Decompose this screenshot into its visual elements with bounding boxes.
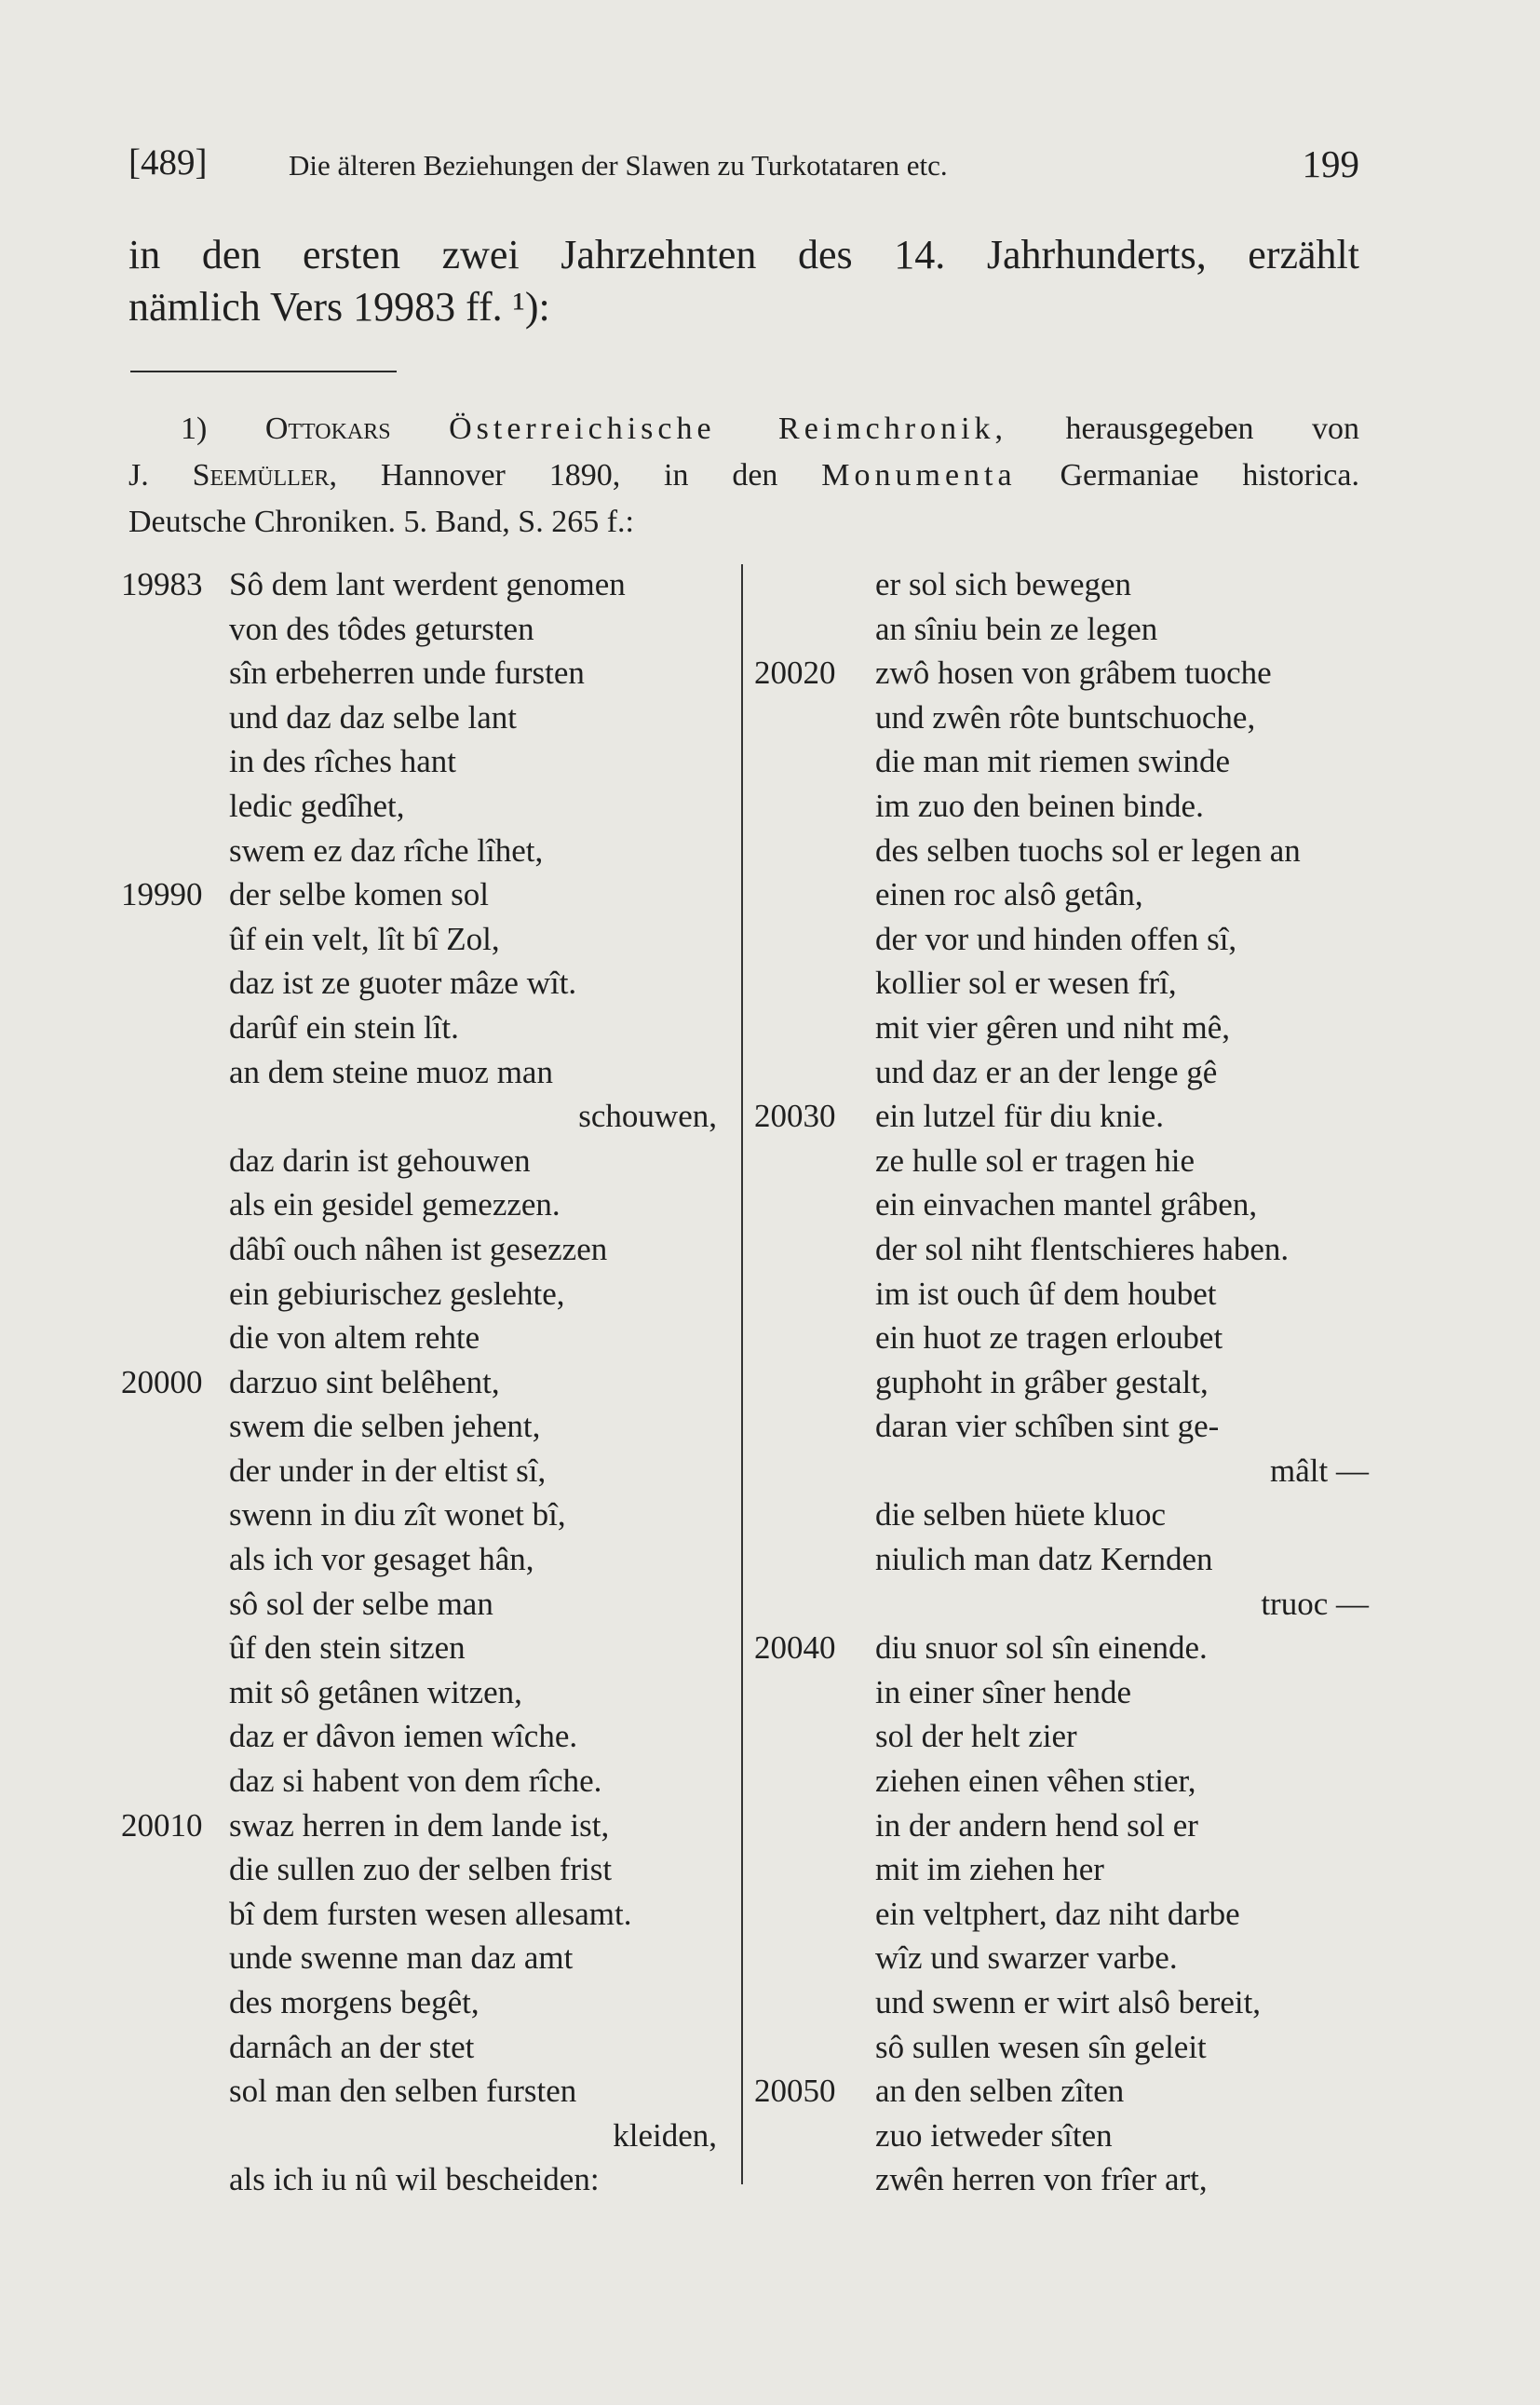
verse-line (763, 607, 1369, 652)
verse-text: sîn erbeherren unde fursten (229, 655, 585, 692)
verse-line (121, 1582, 717, 1627)
intro-line-2: nämlich Vers 19983 ff. ¹): (128, 284, 550, 330)
verse-line (763, 829, 1369, 873)
verse-text: des morgens begêt, (229, 1984, 480, 2020)
footnote (128, 406, 1359, 546)
verse-text: und daz daz selbe lant (229, 698, 518, 736)
verse-number: 20050 (754, 2073, 836, 2110)
verse-number: 20030 (754, 1098, 836, 1135)
verse-line (763, 562, 1369, 607)
bracketed-page-number: [489] (128, 142, 208, 182)
verse-text: in der andern hend sol er (875, 1806, 1198, 1844)
verse-text: sol man den selben fursten (229, 2073, 577, 2110)
verse-text: sô sol der selbe man (229, 1585, 493, 1622)
verse-line (121, 1493, 717, 1537)
verse-line (763, 1050, 1369, 1095)
footnote-line-1 (128, 406, 1359, 453)
verse-line (763, 1936, 1369, 1980)
verse-text: ledic gedîhet, (229, 787, 405, 824)
verse-column-left (121, 562, 717, 2202)
verse-text: bî dem fursten wesen allesamt. (229, 1895, 632, 1932)
verse-text: und zwên rôte buntschuoche, (875, 698, 1256, 736)
verse-line (763, 1892, 1369, 1937)
verse-line (763, 917, 1369, 962)
verse-line (121, 1094, 717, 1139)
verse-line (763, 1714, 1369, 1759)
verse-line (121, 1626, 717, 1670)
verse-text: schouwen, (578, 1098, 717, 1135)
footnote-line-2 (128, 453, 1359, 499)
verse-line (121, 1316, 717, 1360)
verse-line (121, 1006, 717, 1050)
verse-line (763, 1537, 1369, 1582)
verse-line (121, 1537, 717, 1582)
verse-line (121, 1404, 717, 1449)
verse-line (121, 829, 717, 873)
footnote-line-2-rest: Germaniae historica. (1060, 458, 1359, 493)
verse-line (121, 1360, 717, 1405)
verse-text: ûf ein velt, lît bî Zol, (229, 920, 500, 957)
verse-text: mit im ziehen her (875, 1851, 1104, 1888)
verse-line (763, 1980, 1369, 2025)
verse-text: niulich man datz Kernden (875, 1541, 1213, 1578)
verse-text: kleiden, (613, 2116, 717, 2154)
verse-text: darnâch an der stet (229, 2028, 475, 2065)
verse-line (121, 607, 717, 652)
verse-line (121, 2069, 717, 2114)
verse-text: an dem steine muoz man (229, 1053, 553, 1090)
verse-line (763, 1272, 1369, 1317)
verse-number: 19990 (121, 876, 203, 913)
verse-line (763, 1404, 1369, 1449)
verse-line (121, 1272, 717, 1317)
verse-line (763, 1493, 1369, 1537)
verse-line (763, 1139, 1369, 1183)
verse-line (121, 1759, 717, 1804)
verse-text: zwên herren von frîer art, (875, 2161, 1208, 2198)
verse-column-right (754, 562, 1369, 2202)
verse-text: ein veltphert, daz niht darbe (875, 1895, 1240, 1932)
verse-text: sol der helt zier (875, 1718, 1077, 1755)
verse-text: swaz herren in dem lande ist, (229, 1806, 610, 1844)
footnote-editor: Seemüller, (192, 458, 337, 493)
footnote-marker: 1) (181, 412, 208, 446)
footnote-line-1-rest: herausgegeben von (1065, 412, 1360, 446)
verse-line (121, 562, 717, 607)
verse-text: im zuo den beinen binde. (875, 787, 1204, 824)
verse-line (121, 1847, 717, 1892)
verse-text: als ich vor gesaget hân, (229, 1541, 534, 1578)
footnote-work-title: Österreichische Reimchronik, (449, 412, 1008, 446)
verse-text: ûf den stein sitzen (229, 1629, 466, 1667)
verse-number: 20000 (121, 1363, 203, 1400)
verse-text: ein einvachen mantel grâben, (875, 1186, 1258, 1223)
intro-line-1: in den ersten zwei Jahrzehnten des 14. Jahrhunderts, erzählt (128, 232, 1359, 277)
verse-line (121, 1050, 717, 1095)
verse-line (763, 1847, 1369, 1892)
verse-line (763, 696, 1369, 740)
verse-number: 19983 (121, 566, 203, 602)
verse-line (121, 1227, 717, 1272)
verse-text: an den selben zîten (875, 2073, 1125, 2110)
verse-text: mit sô getânen witzen, (229, 1673, 522, 1710)
verse-line (121, 651, 717, 696)
verse-text: daz er dâvon iemen wîche. (229, 1718, 578, 1755)
verse-text: von des tôdes getursten (229, 610, 534, 647)
footnote-line-3: Deutsche Chroniken. 5. Band, S. 265 f.: (128, 505, 634, 539)
verse-line (121, 1714, 717, 1759)
verse-line (121, 872, 717, 917)
verse-line (763, 961, 1369, 1006)
verse-line (121, 1449, 717, 1493)
verse-text: als ich iu nû wil bescheiden: (229, 2161, 600, 2198)
page-number: 199 (1302, 142, 1359, 185)
verse-line (121, 2025, 717, 2070)
verse-text: die sullen zuo der selben frist (229, 1851, 613, 1888)
verse-text: ein huot ze tragen erloubet (875, 1319, 1223, 1357)
verse-text: ein lutzel für diu knie. (875, 1098, 1165, 1135)
footnote-author: Ottokars (264, 412, 391, 446)
verse-line (763, 739, 1369, 784)
verse-line (763, 1449, 1369, 1493)
footnote-initial: J. (128, 458, 149, 493)
verse-text: unde swenne man daz amt (229, 1939, 574, 1977)
verse-line (763, 784, 1369, 829)
verse-text: darûf ein stein lît. (229, 1008, 459, 1046)
verse-text: des selben tuochs sol er legen an (875, 831, 1301, 869)
verse-text: der vor und hinden offen sî, (875, 920, 1237, 957)
verse-line (121, 2157, 717, 2202)
verse-line (763, 2157, 1369, 2202)
verse-line (763, 1804, 1369, 1848)
verse-text: und daz er an der lenge gê (875, 1053, 1218, 1090)
verse-text: im ist ouch ûf dem houbet (875, 1275, 1217, 1312)
verse-text: ziehen einen vêhen stier, (875, 1763, 1196, 1800)
verse-text: der under in der eltist sî, (229, 1452, 547, 1489)
verse-line (121, 1936, 717, 1980)
verse-text: dâbî ouch nâhen ist gesezzen (229, 1230, 608, 1267)
verse-line (763, 1582, 1369, 1627)
verse-text: einen roc alsô getân, (875, 876, 1143, 913)
verse-text: swem ez daz rîche lîhet, (229, 831, 544, 869)
verse-text: und swenn er wirt alsô bereit, (875, 1984, 1262, 2020)
verse-text: truoc — (1261, 1585, 1369, 1622)
verse-text: swenn in diu zît wonet bî, (229, 1496, 566, 1534)
verse-line (754, 651, 1369, 696)
verse-line (121, 917, 717, 962)
footnote-line-2-mid: Hannover 1890, in den (380, 458, 778, 493)
verse-text: die von altem rehte (229, 1319, 480, 1357)
verse-text: zwô hosen von grâbem tuoche (875, 655, 1272, 692)
verse-line (763, 1360, 1369, 1405)
verse-number: 20040 (754, 1629, 836, 1667)
verse-text: die selben hüete kluoc (875, 1496, 1166, 1534)
verse-line (121, 1980, 717, 2025)
verse-text: daran vier schîben sint ge- (875, 1408, 1220, 1445)
verse-text: Sô dem lant werdent genomen (229, 566, 626, 602)
verse-line (763, 2114, 1369, 2158)
verse-line (121, 1139, 717, 1183)
verse-line (121, 1670, 717, 1715)
verse-text: swem die selben jehent, (229, 1408, 541, 1445)
verse-text: der sol niht flentschieres haben. (875, 1230, 1290, 1267)
verse-line (121, 1892, 717, 1937)
verse-line (763, 1006, 1369, 1050)
verse-text: die man mit riemen swinde (875, 743, 1231, 780)
verse-text: kollier sol er wesen frî, (875, 965, 1177, 1002)
verse-line (121, 961, 717, 1006)
verse-line (763, 1759, 1369, 1804)
verse-line (763, 1316, 1369, 1360)
verse-text: wîz und swarzer varbe. (875, 1939, 1178, 1977)
verse-line (121, 1182, 717, 1227)
footnote-rule (130, 371, 397, 372)
verse-text: daz darin ist gehouwen (229, 1142, 531, 1179)
running-title: Die älteren Beziehungen der Slawen zu Turkotataren etc. (289, 149, 948, 182)
verse-line (121, 784, 717, 829)
verse-text: guphoht in grâber gestalt, (875, 1363, 1209, 1400)
verse-line (121, 1804, 717, 1848)
verse-line (121, 2114, 717, 2158)
verse-line (763, 1182, 1369, 1227)
footnote-series: Monumenta (821, 458, 1017, 493)
verse-number: 20020 (754, 655, 836, 692)
verse-text: er sol sich bewegen (875, 566, 1132, 602)
verse-text: zuo ietweder sîten (875, 2116, 1113, 2154)
column-divider (741, 564, 743, 2184)
verse-line (763, 872, 1369, 917)
verse-text: an sîniu bein ze legen (875, 610, 1158, 647)
intro-paragraph (128, 229, 1359, 333)
verse-text: der selbe komen sol (229, 876, 489, 913)
verse-line (763, 2025, 1369, 2070)
verse-line (763, 1670, 1369, 1715)
verse-line (754, 1626, 1369, 1670)
verse-text: als ein gesidel gemezzen. (229, 1186, 561, 1223)
verse-number: 20010 (121, 1806, 203, 1844)
verse-line (121, 739, 717, 784)
verse-line (754, 2069, 1369, 2114)
verse-text: ze hulle sol er tragen hie (875, 1142, 1196, 1179)
verse-text: daz si habent von dem rîche. (229, 1763, 602, 1800)
verse-text: in einer sîner hende (875, 1673, 1132, 1710)
verse-text: mâlt — (1270, 1452, 1369, 1489)
verse-text: diu snuor sol sîn einende. (875, 1629, 1208, 1667)
verse-text: darzuo sint belêhent, (229, 1363, 500, 1400)
running-header (128, 142, 1359, 194)
verse-line (754, 1094, 1369, 1139)
verse-text: daz ist ze guoter mâze wît. (229, 965, 577, 1002)
verse-text: ein gebiurischez geslehte, (229, 1275, 565, 1312)
verse-line (763, 1227, 1369, 1272)
verse-line (121, 696, 717, 740)
verse-text: in des rîches hant (229, 743, 456, 780)
verse-text: sô sullen wesen sîn geleit (875, 2028, 1207, 2065)
verse-text: mit vier gêren und niht mê, (875, 1008, 1231, 1046)
